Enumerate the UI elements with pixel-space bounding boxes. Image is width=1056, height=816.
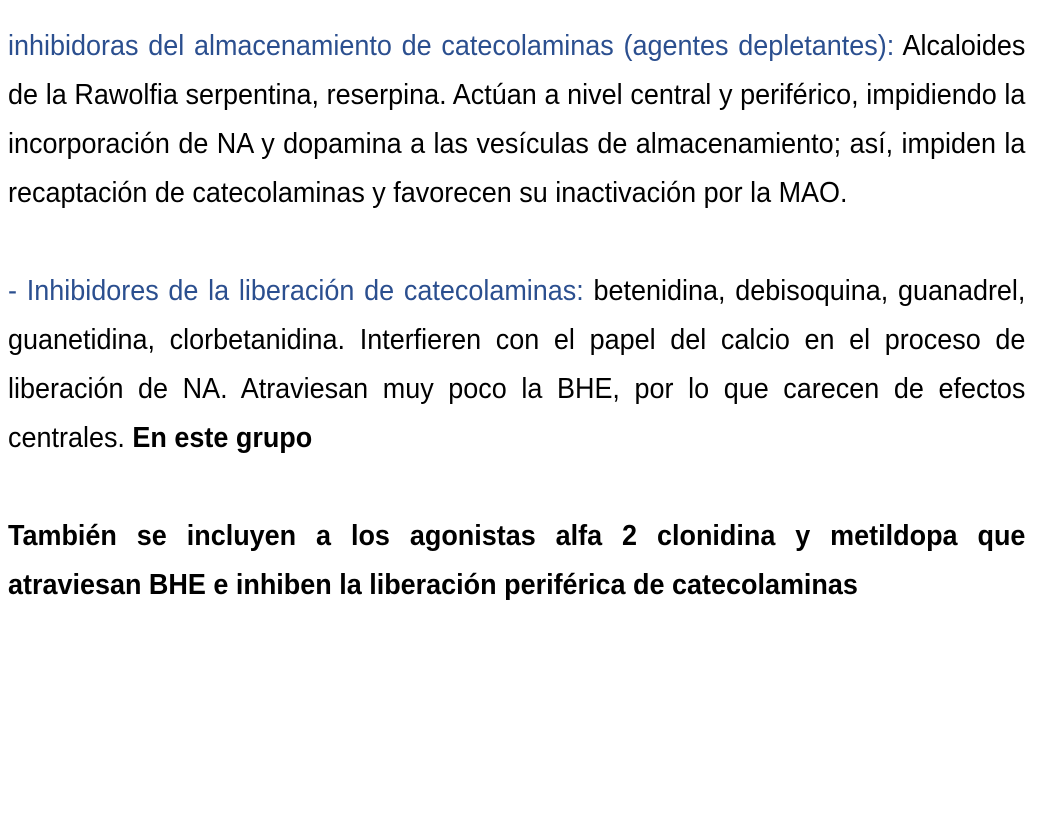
paragraph-agonistas: También se incluyen a los agonistas alfa 2 clonidina y metildopa que atraviesan BHE e inhiben la liberación periférica de catecolaminas — [8, 520, 1026, 601]
heading-depletantes: inhibidoras del almacenamiento de catecolaminas (agentes depletantes): — [8, 30, 895, 62]
tail-liberacion: En este grupo — [132, 422, 313, 454]
paragraph-spacer — [8, 218, 1025, 267]
body-liberacion: betenidina, debisoquina, guanadrel, guanetidina, clorbetanidina. Interfieren con el papel del calcio en el proceso de liberación de NA. Atraviesan muy poco la BHE, por lo que carecen de efectos centrales. — [8, 275, 1026, 454]
paragraph-depletantes — [8, 22, 1025, 218]
paragraph-spacer — [8, 463, 1025, 512]
slide-content — [8, 22, 1025, 610]
heading-liberacion: - Inhibidores de la liberación de catecolaminas: — [8, 275, 584, 307]
body-depletantes: Alcaloides de la Rawolfia serpentina, reserpina. Actúan a nivel central y periférico, impidiendo la incorporación de NA y dopamina a las vesículas de almacenamiento; así, impiden la recaptación de catecolaminas y favorecen su inactivación por la MAO. — [8, 30, 1026, 209]
paragraph-liberacion — [8, 267, 1025, 463]
